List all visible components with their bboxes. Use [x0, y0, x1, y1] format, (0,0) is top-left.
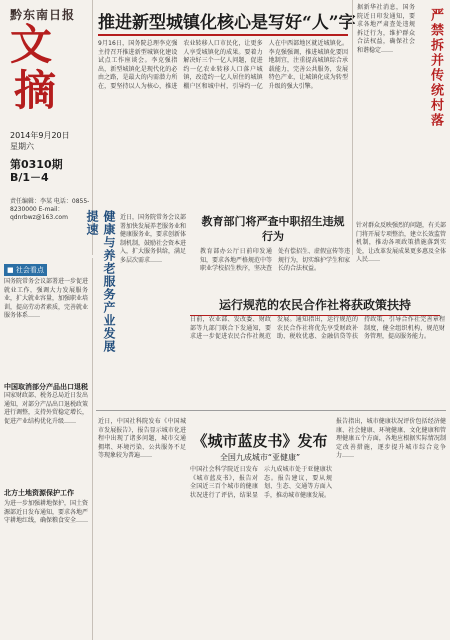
section-logo	[10, 22, 80, 122]
headline-city-bluebook[interactable]: 《城市蓝皮书》发布	[192, 432, 328, 450]
headline-vocational[interactable]: 教育部门将严查中职招生违规行为	[201, 215, 345, 243]
paper-name: 黔东南日报	[10, 8, 76, 22]
section-head: ■ 社会看点	[4, 264, 47, 276]
health-elderly-text: 近日，国务院常务会议部署加快发展养老服务业和健康服务业，要求创新体制机制，鼓励社会资本进入，扩大服务供给，满足多层次需求……	[120, 214, 187, 264]
contact-info: 责任编辑：李某 电话：0855-8230000 E-mail：qdnrbwz@163.com	[10, 198, 90, 221]
left-text-2: 国家财政部、税务总局近日发出通知，对部分产品出口退税政策进行调整，支持外贸稳定增长，促进产业结构优化升级……	[4, 392, 89, 425]
section-divider	[96, 410, 446, 411]
city-right-text: 报告指出，城市健康状况评价包括经济健康、社会健康、环境健康、文化健康和管理健康五个方面，各地应根据实际情况制定改善措施，逐步提升城市综合竞争力……	[336, 418, 446, 459]
headline-urbanization[interactable]: 推进新型城镇化核心是写好“人”字	[98, 8, 348, 36]
date-text: 2014年9月20日	[10, 131, 70, 140]
left-text-3: 为进一步加强耕地保护，国土资源部近日发布通知，要求各地严守耕地红线，确保粮食安全……	[4, 500, 89, 524]
headline-cooperatives[interactable]: 运行规范的农民合作社将获政策扶持	[190, 296, 440, 316]
left-heading-2: 中国取消部分产品出口退税	[4, 383, 88, 391]
right-strip-text: 据新华社消息，国务院近日印发通知，要求各地严肃查处违规拆迁行为，维护群众合法权益，确保社会和谐稳定……	[357, 4, 415, 54]
right-box-text: 针对群众反映强烈的问题，有关部门将开展专项整治，建立长效监管机制，推动各项政策措施落到实处，让改革发展成果更多惠及全体人民……	[356, 222, 447, 263]
left-column	[0, 258, 93, 640]
logo-char-1: 文	[10, 20, 53, 69]
masthead	[0, 0, 93, 255]
left-text-1: 国务院常务会议部署进一步促进就业工作，强调大力发展服务业，扩大就业容量，加强职业培训，提高劳动者素质，完善就业服务体系……	[4, 278, 89, 319]
weekday-text: 星期六	[10, 142, 34, 151]
right-strip	[352, 0, 450, 255]
article-urbanization-body: 9月16日，国务院总理李克强主持召开推进新型城镇化建设试点工作座谈会。李克强指出，新型城镇化是现代化的必由之路，是最大的内需潜力所在，要坚持以人为核心，推进农业转移人口市民化，让更多人享受城镇化的成果。要着力解决好三个一亿人问题，促进约一亿农业转移人口落户城镇，改造约一亿人居住的城镇棚户区和城中村，引导约一亿人在中西部地区就近城镇化。李克强强调，推进城镇化要因地制宜，注重提高城镇综合承载能力，完善公共服务，发展特色产业，让城镇化成为转型升级的强大引擎。	[98, 40, 348, 90]
page-range: B/1－4	[10, 171, 49, 184]
article-city-body: 中国社会科学院近日发布《城市蓝皮书》，报告对全国近三百个城市的健康状况进行了评估，结果显示九成城市处于亚健康状态。报告建议，要从规划、生态、交通等方面入手，推动城市健康发展。	[190, 466, 332, 499]
headline-health-elderly[interactable]: 健康与养老服务产业发展提速	[85, 210, 116, 353]
subhead-city-health: 全国九成城市“亚健康”	[219, 453, 301, 462]
headline-villages[interactable]: 严禁拆并传统村落	[428, 8, 443, 128]
logo-char-2: 摘	[14, 66, 57, 115]
city-left-text: 近日，中国社科院发布《中国城市发展报告》，报告显示城市化进程中出现了诸多问题，城市交通拥堵、环境污染、公共服务不足等现象较为普遍……	[98, 418, 186, 459]
article-cooperatives-body: 日前，农业部、发改委、财政部等九部门联合下发通知，要求进一步促进农民合作社规范发展。通知指出，运行规范的农民合作社将优先享受财政补助、税收优惠、金融信贷等扶持政策，引导合作社完善章程制度，健全组织机构，规范财务管理，提高服务能力。	[190, 316, 445, 340]
issue-date	[10, 130, 70, 152]
left-heading-3: 北方土地资源保护工作	[4, 489, 74, 497]
issue-number: 第0310期	[10, 158, 63, 171]
article-vocational-body: 教育部办公厅日前印发通知，要求各地严格规范中等职业学校招生秩序，坚决查处有偿招生、虚假宣传等违规行为，切实维护学生和家长的合法权益。	[200, 248, 351, 272]
issue-info	[10, 158, 63, 184]
